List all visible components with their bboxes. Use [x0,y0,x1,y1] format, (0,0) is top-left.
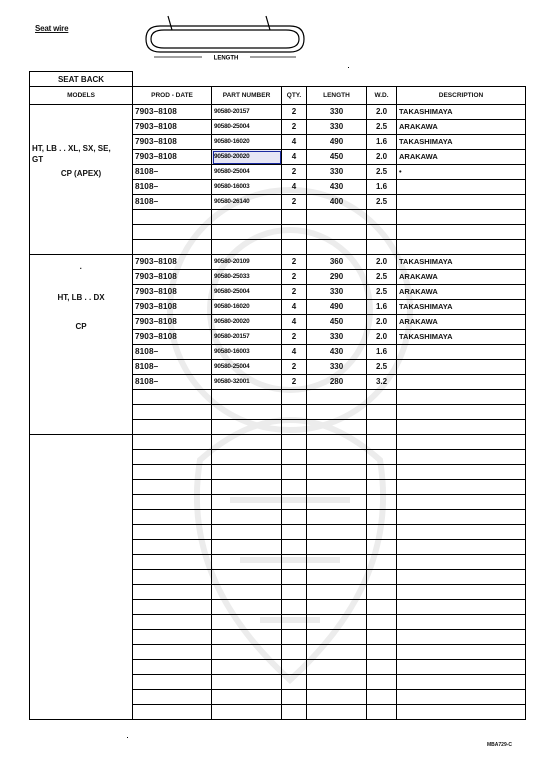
prod-date-cell [133,570,212,585]
qty-cell [282,555,307,570]
prod-date-cell [133,630,212,645]
wd-cell [367,225,397,240]
table-row [30,435,526,450]
part-number-cell [212,525,282,540]
wd-cell [367,525,397,540]
prod-date-cell [133,555,212,570]
wd-cell: 3.2 [367,375,397,390]
qty-cell [282,390,307,405]
part-number-cell: 90580-32001 [212,375,282,390]
wd-cell: 1.6 [367,300,397,315]
part-number-cell [212,675,282,690]
model-line: GT [32,155,44,164]
qty-cell [282,450,307,465]
description-cell [397,570,526,585]
description-cell [397,615,526,630]
prod-date-cell [133,435,212,450]
qty-cell [282,480,307,495]
part-number-cell [212,420,282,435]
prod-date-cell [133,405,212,420]
part-number-cell: 90580-25004 [212,120,282,135]
length-cell [307,390,367,405]
stray-mark [127,737,128,738]
description-cell [397,180,526,195]
seat-wire-diagram [140,12,310,62]
qty-cell: 2 [282,255,307,270]
length-cell: 280 [307,375,367,390]
description-cell [397,480,526,495]
wd-cell: 1.6 [367,135,397,150]
qty-cell: 2 [282,270,307,285]
wd-cell: 2.5 [367,195,397,210]
length-cell [307,570,367,585]
model-line: CP [75,322,87,331]
prod-date-cell: 7903–8108 [133,315,212,330]
wd-cell [367,405,397,420]
wd-cell [367,495,397,510]
length-cell [307,450,367,465]
length-cell: 430 [307,180,367,195]
wd-cell [367,420,397,435]
wd-cell [367,600,397,615]
table-row [30,105,526,120]
qty-cell [282,240,307,255]
description-cell [397,450,526,465]
length-cell [307,675,367,690]
length-cell [307,660,367,675]
length-cell: 330 [307,330,367,345]
prod-date-cell [133,525,212,540]
qty-cell [282,405,307,420]
prod-date-cell: 8108– [133,345,212,360]
description-cell [397,465,526,480]
length-label: LENGTH [213,55,239,62]
part-number-cell: 90580-20109 [212,255,282,270]
description-cell [397,360,526,375]
part-number-cell [212,540,282,555]
wd-cell [367,510,397,525]
part-number-cell: 90580-20157 [212,105,282,120]
prod-date-cell [133,615,212,630]
description-cell [397,600,526,615]
qty-cell [282,675,307,690]
wd-cell [367,645,397,660]
model-line: · [79,264,83,273]
qty-cell: 2 [282,330,307,345]
part-number-cell [212,690,282,705]
wd-cell [367,675,397,690]
part-number-cell [212,705,282,720]
prod-date-cell [133,645,212,660]
description-cell [397,435,526,450]
description-cell: ARAKAWA [397,270,526,285]
wd-cell: 2.0 [367,150,397,165]
length-cell [307,420,367,435]
qty-cell: 4 [282,150,307,165]
prod-date-cell: 8108– [133,180,212,195]
header-models: MODELS [30,87,133,105]
part-number-cell [212,495,282,510]
header-wd: W.D. [367,87,397,105]
models-cell [30,255,133,435]
qty-cell [282,660,307,675]
wd-cell [367,570,397,585]
prod-date-cell [133,690,212,705]
prod-date-cell [133,495,212,510]
description-cell: TAKASHIMAYA [397,135,526,150]
length-cell [307,645,367,660]
part-number-cell [212,480,282,495]
qty-cell [282,435,307,450]
part-number-cell: 90580-20157 [212,330,282,345]
qty-cell [282,705,307,720]
description-cell [397,645,526,660]
qty-cell: 2 [282,285,307,300]
length-cell: 450 [307,150,367,165]
part-number-cell: 90580-16003 [212,345,282,360]
wd-cell: 2.5 [367,360,397,375]
header-part-number: PART NUMBER [212,87,282,105]
description-cell [397,525,526,540]
description-cell: TAKASHIMAYA [397,330,526,345]
length-cell: 400 [307,195,367,210]
wd-cell [367,465,397,480]
description-cell [397,210,526,225]
qty-cell [282,570,307,585]
prod-date-cell: 8108– [133,195,212,210]
wd-cell [367,630,397,645]
wd-cell: 2.5 [367,165,397,180]
prod-date-cell [133,705,212,720]
header-qty: QTY. [282,87,307,105]
wd-cell [367,660,397,675]
qty-cell: 4 [282,300,307,315]
prod-date-cell [133,420,212,435]
part-number-cell [212,615,282,630]
header-prod-date: PROD - DATE [133,87,212,105]
prod-date-cell: 7903–8108 [133,300,212,315]
model-line: CP (APEX) [60,169,102,178]
prod-date-cell: 7903–8108 [133,255,212,270]
part-number-cell [212,585,282,600]
description-cell [397,405,526,420]
length-cell [307,540,367,555]
footer-code: MBA729-C [487,742,513,748]
part-number-cell[interactable]: 90580-20020 [212,150,282,165]
part-number-cell: 90580-25004 [212,360,282,375]
qty-cell [282,225,307,240]
length-cell: 450 [307,315,367,330]
prod-date-cell: 7903–8108 [133,105,212,120]
prod-date-cell: 8108– [133,375,212,390]
description-cell [397,375,526,390]
part-number-cell [212,465,282,480]
length-cell [307,210,367,225]
length-cell [307,705,367,720]
qty-cell [282,645,307,660]
header-length: LENGTH [307,87,367,105]
model-line: HT, LB . . XL, SX, SE, [32,144,111,153]
wd-cell: 1.6 [367,180,397,195]
qty-cell: 4 [282,345,307,360]
wd-cell [367,615,397,630]
wd-cell [367,555,397,570]
length-cell [307,615,367,630]
part-number-cell: 90580-25004 [212,165,282,180]
description-cell [397,705,526,720]
qty-cell: 4 [282,180,307,195]
wd-cell [367,390,397,405]
qty-cell [282,600,307,615]
prod-date-cell [133,510,212,525]
length-cell: 490 [307,135,367,150]
qty-cell: 2 [282,360,307,375]
header-description: DESCRIPTION [397,87,526,105]
prod-date-cell: 7903–8108 [133,285,212,300]
wd-cell [367,480,397,495]
parts-table-body [30,105,526,720]
part-number-cell: 90580-16003 [212,180,282,195]
length-cell [307,465,367,480]
qty-cell: 2 [282,120,307,135]
length-cell [307,225,367,240]
table-row [30,255,526,270]
qty-cell: 4 [282,315,307,330]
description-cell [397,510,526,525]
length-cell [307,600,367,615]
prod-date-cell: 7903–8108 [133,135,212,150]
parts-table [29,86,526,720]
wd-cell [367,240,397,255]
description-cell [397,675,526,690]
wd-cell: 2.0 [367,105,397,120]
models-cell [30,435,133,720]
prod-date-cell [133,465,212,480]
prod-date-cell: 7903–8108 [133,330,212,345]
prod-date-cell [133,480,212,495]
section-label [29,71,133,86]
part-number-cell [212,225,282,240]
length-cell: 430 [307,345,367,360]
length-cell [307,585,367,600]
length-cell: 490 [307,300,367,315]
qty-cell [282,525,307,540]
length-cell [307,435,367,450]
length-cell [307,405,367,420]
part-number-cell [212,555,282,570]
description-cell [397,585,526,600]
model-line: HT, LB . . DX [57,293,105,302]
part-number-cell [212,630,282,645]
description-cell [397,540,526,555]
table-header-row [30,87,526,105]
description-cell: TAKASHIMAYA [397,300,526,315]
wd-cell [367,435,397,450]
qty-cell [282,420,307,435]
wd-cell: 2.0 [367,330,397,345]
description-cell [397,495,526,510]
length-cell: 330 [307,105,367,120]
document-title: Seat wire [35,24,69,33]
qty-cell [282,495,307,510]
prod-date-cell [133,675,212,690]
part-number-cell [212,660,282,675]
prod-date-cell [133,660,212,675]
part-number-cell [212,510,282,525]
qty-cell [282,510,307,525]
length-cell: 330 [307,120,367,135]
description-cell [397,555,526,570]
part-number-cell [212,390,282,405]
length-cell: 360 [307,255,367,270]
description-cell [397,225,526,240]
qty-cell [282,540,307,555]
description-cell: ARAKAWA [397,120,526,135]
qty-cell [282,630,307,645]
description-cell [397,690,526,705]
wd-cell [367,705,397,720]
wd-cell [367,540,397,555]
wd-cell: 2.0 [367,255,397,270]
length-cell [307,240,367,255]
prod-date-cell [133,450,212,465]
qty-cell [282,210,307,225]
part-number-cell [212,450,282,465]
description-cell: ARAKAWA [397,285,526,300]
length-cell [307,525,367,540]
prod-date-cell [133,210,212,225]
wd-cell [367,450,397,465]
qty-cell [282,465,307,480]
prod-date-cell: 8108– [133,165,212,180]
qty-cell: 2 [282,165,307,180]
description-cell: ARAKAWA [397,315,526,330]
length-cell: 330 [307,360,367,375]
description-cell [397,195,526,210]
description-cell [397,420,526,435]
prod-date-cell [133,390,212,405]
wd-cell: 2.5 [367,270,397,285]
part-number-cell [212,645,282,660]
part-number-cell [212,570,282,585]
description-cell [397,630,526,645]
qty-cell: 2 [282,105,307,120]
part-number-cell [212,600,282,615]
part-number-cell: 90580-25033 [212,270,282,285]
wd-cell: 1.6 [367,345,397,360]
description-cell: TAKASHIMAYA [397,105,526,120]
prod-date-cell [133,540,212,555]
description-cell [397,345,526,360]
wd-cell: 2.0 [367,315,397,330]
qty-cell: 2 [282,375,307,390]
qty-cell [282,615,307,630]
prod-date-cell: 7903–8108 [133,150,212,165]
qty-cell [282,690,307,705]
description-cell: ARAKAWA [397,150,526,165]
description-cell: • [397,165,526,180]
prod-date-cell: 7903–8108 [133,120,212,135]
part-number-cell: 90580-16020 [212,135,282,150]
wd-cell: 2.5 [367,285,397,300]
part-number-cell: 90580-16020 [212,300,282,315]
stray-mark [348,67,349,68]
description-cell [397,660,526,675]
wd-cell [367,585,397,600]
section-title: SEAT BACK [57,74,105,84]
part-number-cell [212,210,282,225]
description-cell: TAKASHIMAYA [397,255,526,270]
part-number-cell [212,405,282,420]
description-cell [397,390,526,405]
part-number-cell: 90580-20020 [212,315,282,330]
length-cell [307,630,367,645]
prod-date-cell [133,240,212,255]
prod-date-cell [133,225,212,240]
description-cell [397,240,526,255]
models-cell [30,105,133,255]
prod-date-cell: 7903–8108 [133,270,212,285]
wd-cell [367,210,397,225]
length-cell [307,690,367,705]
length-cell: 330 [307,165,367,180]
length-cell [307,555,367,570]
part-number-cell [212,240,282,255]
prod-date-cell [133,585,212,600]
length-cell [307,480,367,495]
wd-cell: 2.5 [367,120,397,135]
qty-cell: 4 [282,135,307,150]
length-cell [307,495,367,510]
prod-date-cell: 8108– [133,360,212,375]
part-number-cell: 90580-25004 [212,285,282,300]
length-cell: 290 [307,270,367,285]
length-cell: 330 [307,285,367,300]
part-number-cell [212,435,282,450]
wd-cell [367,690,397,705]
prod-date-cell [133,600,212,615]
part-number-cell: 90580-26140 [212,195,282,210]
length-cell [307,510,367,525]
qty-cell: 2 [282,195,307,210]
qty-cell [282,585,307,600]
